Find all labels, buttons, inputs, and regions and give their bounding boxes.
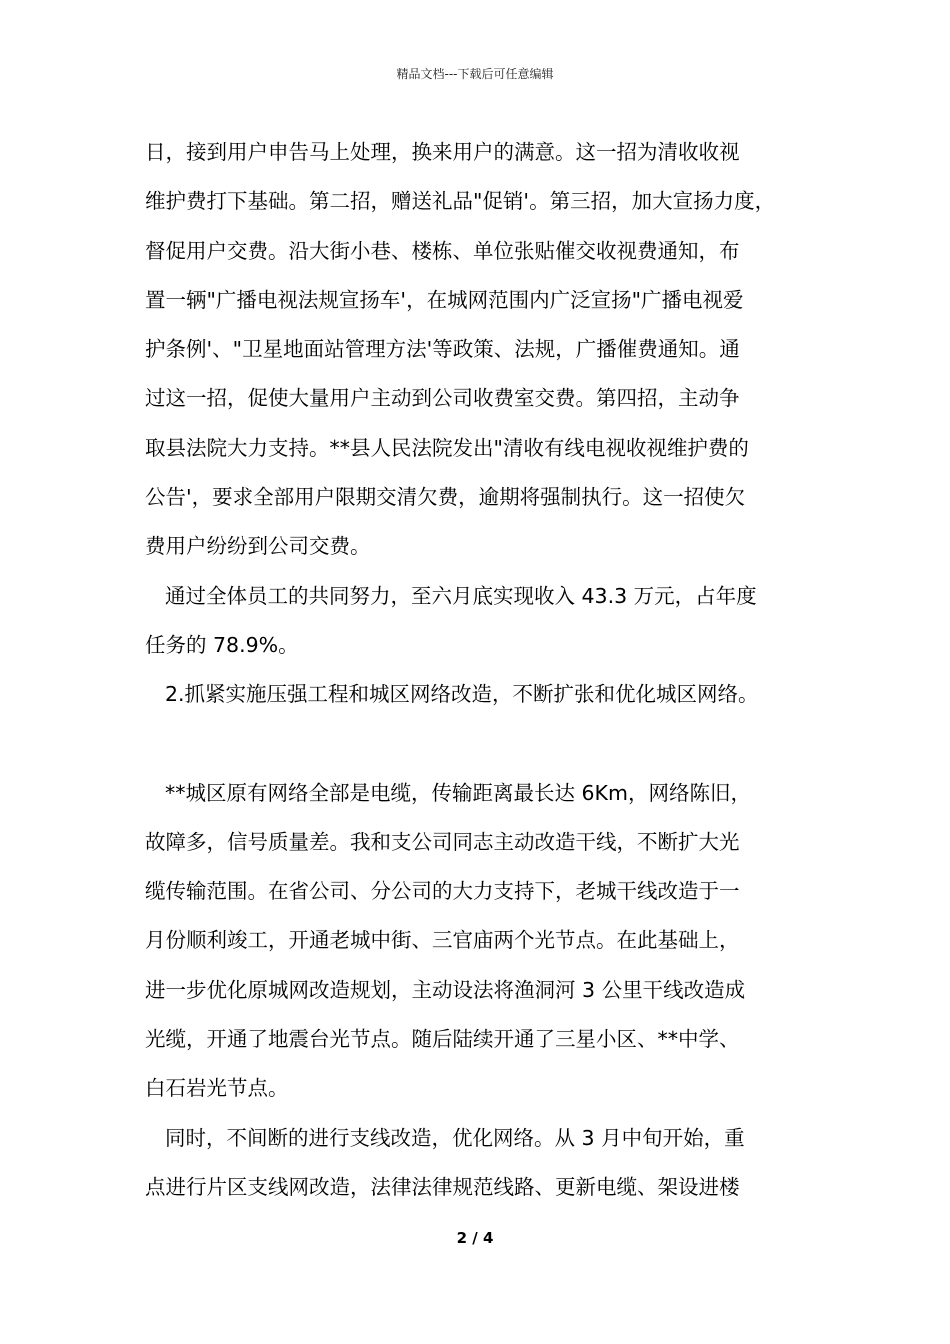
blank-line [145, 720, 825, 769]
text-line: 故障多，信号质量差。我和支公司同志主动改造干线，不断扩大光 [145, 829, 740, 854]
paragraph-network-upgrade [145, 769, 825, 1114]
paragraph-revenue-summary [145, 572, 825, 671]
paragraph-collection-tactics [145, 128, 825, 572]
text-line: 点进行片区支线网改造，法律法律规范线路、更新电缆、架设进楼 [145, 1174, 740, 1199]
text-line: 过这一招，促使大量用户主动到公司收费室交费。第四招，主动争 [145, 386, 740, 411]
text-line: **城区原有网络全部是电缆，传输距离最长达 6Km，网络陈旧， [165, 780, 751, 805]
text-line: 同时，不间断的进行支线改造，优化网络。从 3 月中旬开始，重 [165, 1125, 745, 1150]
text-line: 月份顺利竣工，开通老城中街、三官庙两个光节点。在此基础上， [145, 928, 740, 953]
paragraph-branch-upgrade [145, 1114, 825, 1213]
text-line: 督促用户交费。沿大街小巷、楼栋、单位张贴催交收视费通知，布 [145, 238, 740, 263]
text-line: 任务的 78.9%。 [145, 632, 299, 657]
text-line: 白石岩光节点。 [145, 1076, 289, 1101]
text-line: 公告'，要求全部用户限期交清欠费，逾期将强制执行。这一招使欠 [145, 485, 746, 510]
section-heading: 2.抓紧实施压强工程和城区网络改造，不断扩张和优化城区网络。 [165, 682, 759, 707]
text-line: 缆传输范围。在省公司、分公司的大力支持下，老城干线改造于一 [145, 879, 740, 904]
document-body [145, 128, 825, 1212]
text-line: 护条例'、"卫星地面站管理方法'等政策、法规，广播催费通知。通 [145, 337, 740, 362]
text-line: 维护费打下基础。第二招，赠送礼品"促销'。第三招，加大宣扬力度， [145, 189, 776, 214]
text-line: 日，接到用户申告马上处理，换来用户的满意。这一招为清收收视 [145, 140, 740, 164]
text-line: 进一步优化原城网改造规划，主动设法将渔洞河 3 公里干线改造成 [145, 977, 746, 1002]
text-line: 光缆，开通了地震台光节点。随后陆续开通了三星小区、**中学、 [145, 1027, 740, 1052]
text-line: 置一辆"广播电视法规宣扬车'，在城网范围内广泛宣扬"广播电视爱 [145, 287, 744, 312]
text-line: 通过全体员工的共同努力，至六月底实现收入 43.3 万元，占年度 [165, 583, 757, 608]
text-line: 取县法院大力支持。**县人民法院发出"清收有线电视收视维护费的 [145, 435, 749, 460]
page-header: 精品文档---下载后可任意编辑 [396, 67, 554, 81]
page-number: 2 / 4 [456, 1229, 494, 1247]
text-line: 费用户纷纷到公司交费。 [145, 534, 371, 559]
